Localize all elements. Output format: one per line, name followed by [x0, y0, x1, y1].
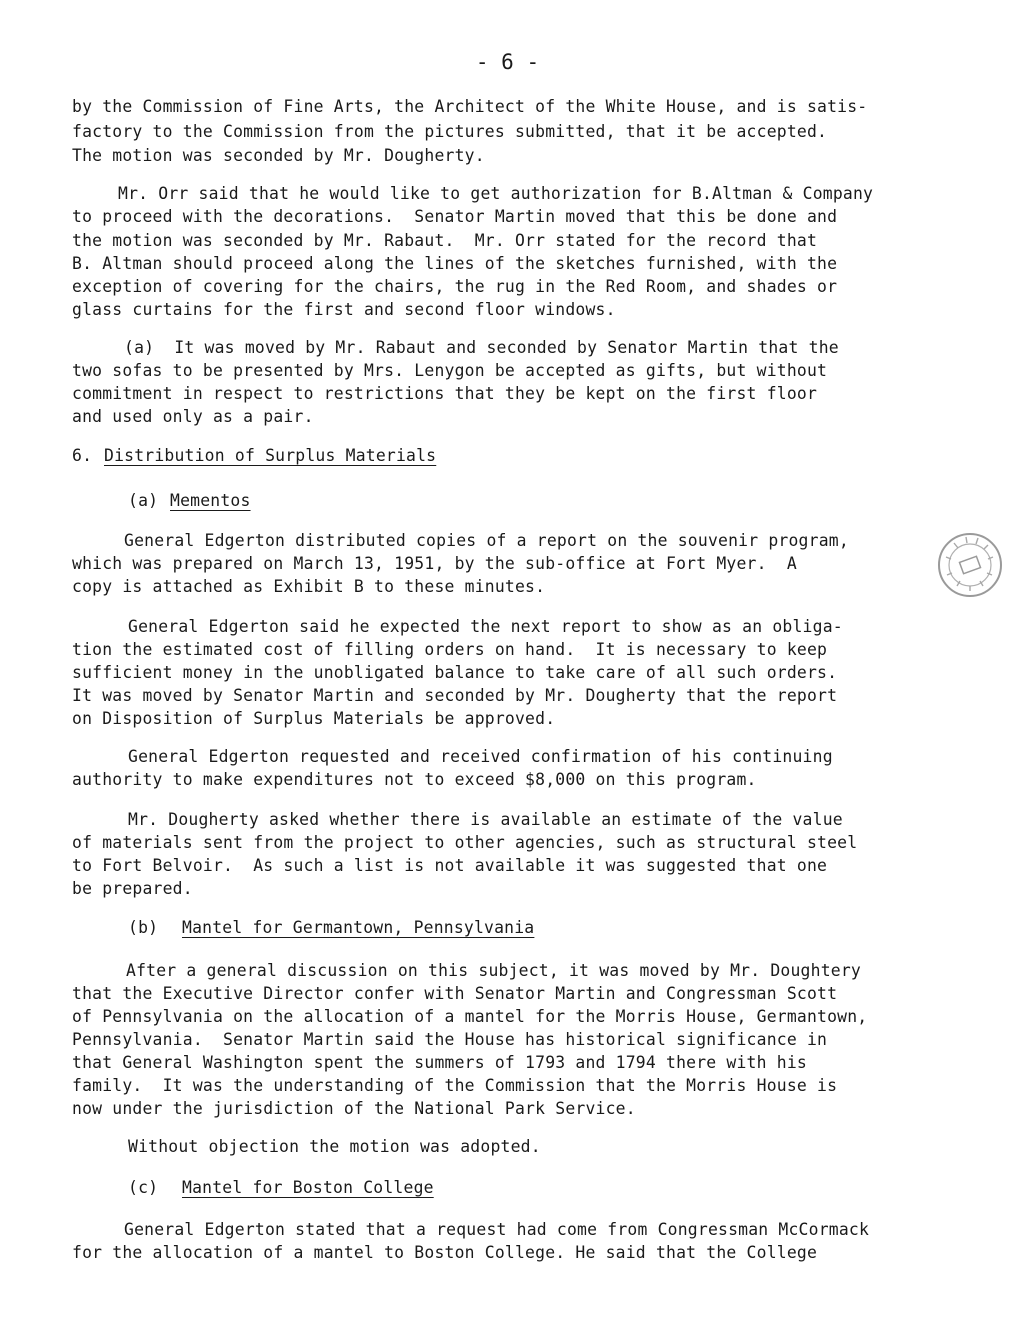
- text-line: B. Altman should proceed along the lines of the sketches furnished, with the: [72, 254, 838, 273]
- text-line: Mr. Orr said that he would like to get authorization for B.Altman & Company: [118, 184, 874, 203]
- text-line: glass curtains for the first and second floor windows.: [72, 300, 616, 319]
- text-line: for the allocation of a mantel to Boston College. He said that the College: [72, 1243, 818, 1262]
- text-line: authority to make expenditures not to exceed $8,000 on this program.: [72, 770, 757, 789]
- text-line: General Edgerton stated that a request had come from Congressman McCormack: [124, 1220, 870, 1239]
- text-line: factory to the Commission from the pictures submitted, that it be accepted.: [72, 122, 828, 141]
- text-line: Without objection the motion was adopted.: [128, 1137, 541, 1156]
- text-line: (a) It was moved by Mr. Rabaut and seconded by Senator Martin that the: [124, 338, 839, 357]
- section-heading: Mementos: [170, 491, 251, 510]
- text-line: family. It was the understanding of the Commission that the Morris House is: [72, 1076, 838, 1095]
- text-line: that General Washington spent the summers of 1793 and 1794 there with his: [72, 1053, 807, 1072]
- text-line: two sofas to be presented by Mrs. Lenygon be accepted as gifts, but without: [72, 361, 828, 380]
- text-line: and used only as a pair.: [72, 407, 314, 426]
- text-line: exception of covering for the chairs, the rug in the Red Room, and shades or: [72, 277, 838, 296]
- text-line: of Pennsylvania on the allocation of a mantel for the Morris House, Germantown,: [72, 1007, 868, 1026]
- page-number: - 6 -: [475, 50, 540, 74]
- text-line: The motion was seconded by Mr. Dougherty.: [72, 146, 485, 165]
- text-line: General Edgerton distributed copies of a report on the souvenir program,: [124, 531, 849, 550]
- text-line: the motion was seconded by Mr. Rabaut. Mr. Orr stated for the record that: [72, 231, 818, 250]
- text-line: It was moved by Senator Martin and seconded by Mr. Dougherty that the report: [72, 686, 838, 705]
- section-heading: Mantel for Germantown, Pennsylvania: [182, 918, 535, 937]
- text-line: (c): [128, 1178, 179, 1197]
- text-line: now under the jurisdiction of the National Park Service.: [72, 1099, 636, 1118]
- text-line: be prepared.: [72, 879, 193, 898]
- text-line: Mr. Dougherty asked whether there is available an estimate of the value: [128, 810, 843, 829]
- text-line: General Edgerton requested and received confirmation of his continuing: [128, 747, 833, 766]
- text-line: tion the estimated cost of filling orders on hand. It is necessary to keep: [72, 640, 828, 659]
- text-line: which was prepared on March 13, 1951, by the sub-office at Fort Myer. A: [72, 554, 797, 573]
- library-seal-icon: [936, 531, 1004, 599]
- text-line: that the Executive Director confer with Senator Martin and Congressman Scott: [72, 984, 838, 1003]
- text-line: commitment in respect to restrictions that they be kept on the first floor: [72, 384, 818, 403]
- text-line: of materials sent from the project to other agencies, such as structural steel: [72, 833, 858, 852]
- text-line: sufficient money in the unobligated balance to take care of all such orders.: [72, 663, 838, 682]
- text-line: Pennsylvania. Senator Martin said the House has historical significance in: [72, 1030, 828, 1049]
- text-line: on Disposition of Surplus Materials be approved.: [72, 709, 556, 728]
- text-line: General Edgerton said he expected the next report to show as an obliga-: [128, 617, 843, 636]
- text-line: (a): [128, 491, 169, 510]
- section-heading: Mantel for Boston College: [182, 1178, 434, 1197]
- text-line: to proceed with the decorations. Senator Martin moved that this be done and: [72, 207, 838, 226]
- text-line: to Fort Belvoir. As such a list is not available it was suggested that one: [72, 856, 828, 875]
- section-heading: Distribution of Surplus Materials: [104, 446, 437, 465]
- text-line: (b): [128, 918, 179, 937]
- text-line: by the Commission of Fine Arts, the Architect of the White House, and is satis-: [72, 97, 868, 116]
- text-line: 6.: [72, 446, 103, 465]
- text-line: After a general discussion on this subject, it was moved by Mr. Doughtery: [126, 961, 861, 980]
- text-line: copy is attached as Exhibit B to these minutes.: [72, 577, 546, 596]
